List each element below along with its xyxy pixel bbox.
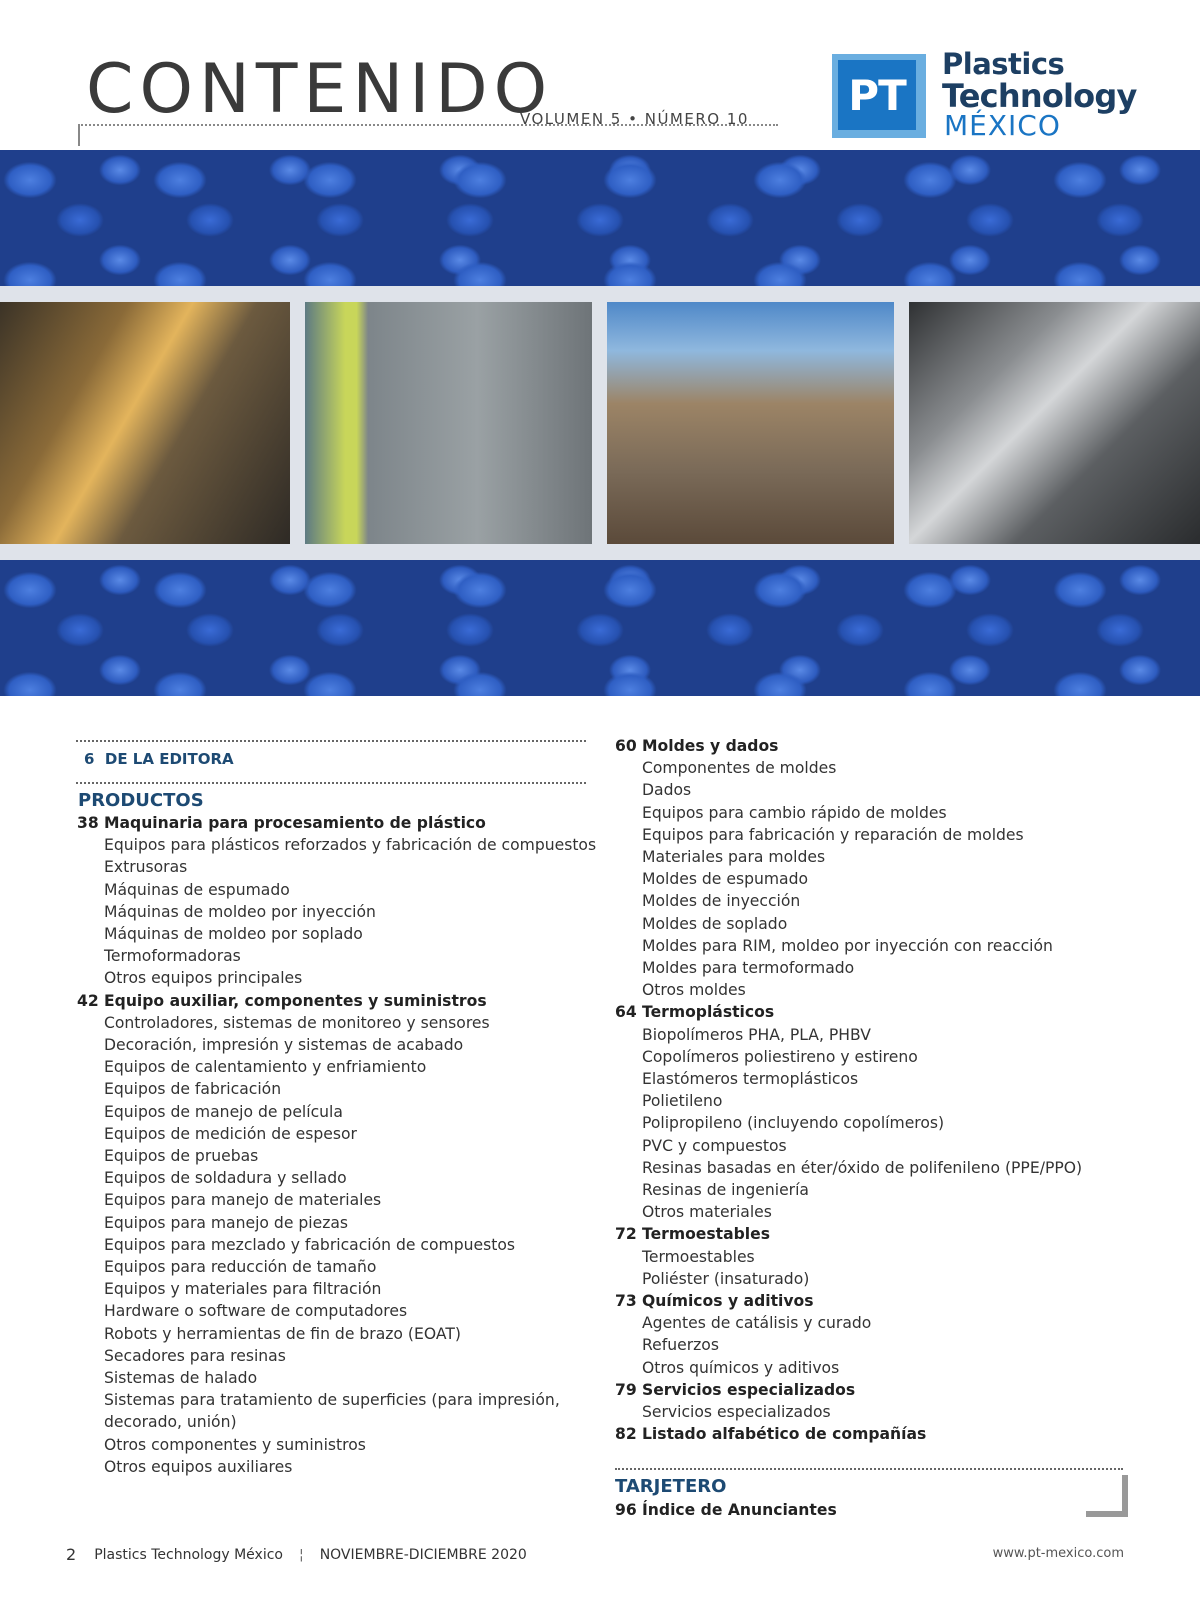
toc-item[interactable]: Biopolímeros PHA, PLA, PHBV — [642, 1025, 871, 1044]
footer-publication: Plastics Technology México — [94, 1546, 283, 1563]
toc-item[interactable]: Sistemas de halado — [104, 1369, 258, 1388]
toc-item[interactable]: Otros moldes — [642, 981, 746, 1000]
toc-item[interactable]: Equipos de fabricación — [104, 1080, 282, 1099]
toc-item[interactable]: Equipos para manejo de materiales — [104, 1191, 382, 1210]
toc-item[interactable]: Polietileno — [642, 1092, 723, 1111]
toc-item[interactable]: Moldes de soplado — [642, 914, 788, 933]
toc-item[interactable]: Moldes de inyección — [642, 892, 801, 911]
toc-left-list — [77, 812, 597, 1478]
toc-item[interactable]: Hardware o software de computadores — [104, 1302, 408, 1321]
toc-item[interactable]: Equipos de soldadura y sellado — [104, 1169, 347, 1188]
toc-item[interactable]: Otros químicos y aditivos — [642, 1358, 840, 1377]
toc-group-heading[interactable] — [615, 1223, 1135, 1245]
toc-group-title: Índice de Anunciantes — [642, 1501, 837, 1519]
toc-item[interactable]: Controladores, sistemas de monitoreo y sensores — [104, 1013, 490, 1032]
toc-item[interactable]: Otros materiales — [642, 1203, 772, 1222]
toc-item[interactable]: Equipos para manejo de piezas — [104, 1213, 349, 1232]
toc-item[interactable]: Dados — [642, 781, 692, 800]
toc-item[interactable]: Elastómeros termoplásticos — [642, 1070, 859, 1089]
toc-item[interactable]: Servicios especializados — [642, 1403, 831, 1422]
toc-item[interactable]: Agentes de catálisis y curado — [642, 1314, 872, 1333]
toc-item[interactable]: Equipos para cambio rápido de moldes — [642, 803, 947, 822]
footer-website-link[interactable]: www.pt-mexico.com — [992, 1546, 1124, 1561]
toc-item[interactable]: Materiales para moldes — [642, 848, 826, 867]
toc-item[interactable]: Poliéster (insaturado) — [642, 1269, 810, 1288]
toc-group-title: Moldes y dados — [642, 737, 779, 755]
footer-date: NOVIEMBRE-DICIEMBRE 2020 — [319, 1546, 527, 1563]
toc-item[interactable]: Resinas de ingeniería — [642, 1181, 809, 1200]
photo-bottle-molding-machine — [0, 302, 290, 544]
volume-issue: VOLUMEN 5 • NÚMERO 10 — [520, 110, 749, 128]
toc-page-number: 60 — [615, 737, 637, 755]
toc-item[interactable]: Decoración, impresión y sistemas de acabado — [104, 1036, 464, 1055]
toc-group-title: Termoplásticos — [642, 1003, 775, 1022]
toc-item[interactable]: Máquinas de moldeo por inyección — [104, 902, 376, 921]
toc-item[interactable]: Refuerzos — [642, 1336, 719, 1355]
toc-group-heading[interactable] — [77, 990, 597, 1012]
toc-group-heading[interactable] — [615, 1001, 1135, 1023]
toc-group-title: Equipo auxiliar, componentes y suministros — [104, 991, 487, 1010]
toc-item[interactable]: Secadores para resinas — [104, 1346, 286, 1365]
editora-page: 6 — [84, 750, 95, 768]
footer-page-number: 2 — [66, 1545, 77, 1564]
toc-page-number: 96 — [615, 1501, 637, 1519]
toc-group-title: Químicos y aditivos — [642, 1292, 814, 1311]
editora-entry[interactable] — [84, 750, 234, 768]
toc-item[interactable]: Sistemas para tratamiento de superficies (para impresión, decorado, unión) — [104, 1391, 560, 1432]
toc-item[interactable]: Equipos de manejo de película — [104, 1102, 343, 1121]
logo-mark: PT — [838, 60, 916, 130]
toc-item[interactable]: Moldes para RIM, moldeo por inyección con reacción — [642, 936, 1053, 955]
toc-item[interactable]: Robots y herramientas de fin de brazo (EOAT) — [104, 1324, 461, 1343]
toc-item[interactable]: Otros componentes y suministros — [104, 1435, 366, 1454]
page-title: CONTENIDO — [86, 50, 554, 129]
toc-page-number: 82 — [615, 1425, 637, 1444]
toc-item[interactable]: Moldes de espumado — [642, 870, 809, 889]
toc-item[interactable]: Equipos para reducción de tamaño — [104, 1258, 377, 1277]
blue-pellets-banner-top — [0, 150, 1200, 286]
tarjetero-entry[interactable] — [615, 1499, 837, 1521]
right-bottom-dotted-rule — [615, 1468, 1123, 1470]
toc-group-heading[interactable] — [615, 1423, 1135, 1445]
toc-group-title: Servicios especializados — [642, 1380, 856, 1399]
toc-page-number: 38 — [77, 814, 99, 832]
logo-line-2: Technology — [942, 77, 1137, 115]
left-top-dotted-rule — [76, 740, 586, 742]
logo-line-1: Plastics — [942, 47, 1065, 81]
corner-bracket-mark — [1086, 1475, 1128, 1517]
toc-page-number: 72 — [615, 1225, 637, 1244]
logo-line-3: MÉXICO — [944, 109, 1061, 142]
toc-item[interactable]: Moldes para termoformado — [642, 959, 855, 978]
toc-item[interactable]: Equipos para mezclado y fabricación de compuestos — [104, 1235, 516, 1254]
toc-item[interactable]: Otros equipos auxiliares — [104, 1457, 293, 1476]
header-corner-bracket — [78, 124, 88, 146]
toc-group-heading[interactable] — [77, 812, 597, 834]
toc-page-number: 64 — [615, 1003, 637, 1022]
toc-page-number: 79 — [615, 1380, 637, 1399]
toc-item[interactable]: Equipos de pruebas — [104, 1147, 259, 1166]
toc-item[interactable]: Equipos de medición de espesor — [104, 1124, 357, 1143]
toc-group-heading[interactable] — [615, 735, 1135, 757]
toc-item[interactable]: Máquinas de moldeo por soplado — [104, 925, 363, 944]
footer-separator: ¦ — [298, 1546, 304, 1563]
photo-recycling-worker-bales — [607, 302, 894, 544]
toc-item[interactable]: Resinas basadas en éter/óxido de polifenileno (PPE/PPO) — [642, 1158, 1083, 1177]
toc-item[interactable]: Componentes de moldes — [642, 759, 837, 778]
left-second-dotted-rule — [76, 782, 586, 784]
toc-item[interactable]: PVC y compuestos — [642, 1136, 787, 1155]
toc-group-title: Listado alfabético de compañías — [642, 1425, 927, 1444]
toc-item[interactable]: Equipos para fabricación y reparación de moldes — [642, 825, 1024, 844]
toc-group-title: Maquinaria para procesamiento de plástico — [104, 814, 486, 832]
pt-logo — [832, 47, 1137, 142]
header-dotted-rule — [78, 124, 778, 126]
toc-right-list — [615, 735, 1135, 1446]
toc-page-number: 73 — [615, 1292, 637, 1311]
toc-item[interactable]: Extrusoras — [104, 858, 188, 877]
toc-group-heading[interactable] — [615, 1290, 1135, 1312]
toc-group-heading[interactable] — [615, 1379, 1135, 1401]
toc-item[interactable]: Equipos y materiales para filtración — [104, 1280, 382, 1299]
photo-injection-mold-platen — [305, 302, 592, 544]
toc-item[interactable]: Polipropileno (incluyendo copolímeros) — [642, 1114, 945, 1133]
blue-pellets-banner-bottom — [0, 560, 1200, 696]
toc-item[interactable]: Equipos de calentamiento y enfriamiento — [104, 1058, 427, 1077]
section-heading-tarjetero: TARJETERO — [615, 1476, 727, 1497]
photo-steel-die-closeup — [909, 302, 1200, 544]
toc-group-title: Termoestables — [642, 1225, 770, 1244]
toc-item[interactable]: Otros equipos principales — [104, 969, 303, 988]
toc-item[interactable]: Equipos para plásticos reforzados y fabricación de compuestos — [104, 836, 597, 855]
editora-label: DE LA EDITORA — [104, 750, 234, 768]
toc-page-number: 42 — [77, 991, 99, 1010]
toc-item[interactable]: Copolímeros poliestireno y estireno — [642, 1047, 918, 1066]
toc-item[interactable]: Termoestables — [642, 1247, 755, 1266]
section-heading-productos: PRODUCTOS — [78, 790, 204, 811]
toc-item[interactable]: Máquinas de espumado — [104, 880, 290, 899]
footer — [66, 1545, 527, 1564]
toc-item[interactable]: Termoformadoras — [104, 947, 241, 966]
